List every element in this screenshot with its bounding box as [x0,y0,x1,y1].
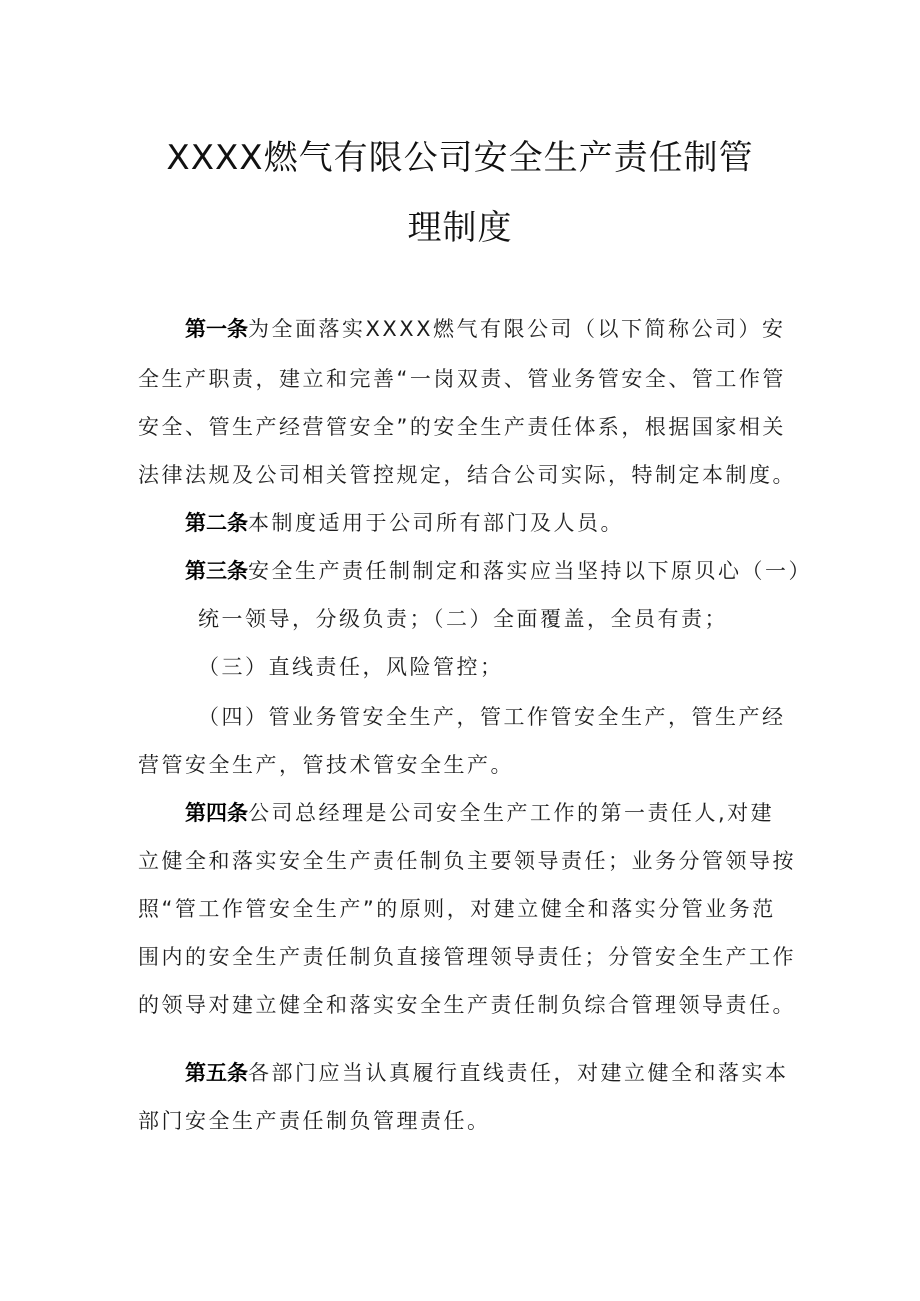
article-2-label: 第二条 [185,511,248,535]
article-1-label: 第一条 [185,317,248,341]
article-4-label: 第四条 [185,801,248,825]
article-3-first-line [185,556,812,586]
article-1-line-1: 为全面落实XXXX燃气有限公司（以下简称公司）安 [248,317,786,341]
document-title-line-2: 理制度 [407,208,513,248]
article-4-line-2: 立健全和落实安全生产责任制负主要领导责任；业务分管领导按 [138,849,796,873]
article-5-first-line [185,1058,789,1088]
article-4-line-4: 围内的安全生产责任制负直接管理领导责任；分管安全生产工作 [138,945,796,969]
article-4-line-5: 的领导对建立健全和落实安全生产责任制负综合管理领导责任。 [138,993,796,1017]
article-4-line-1: 公司总经理是公司安全生产工作的第一责任人,对建 [248,801,775,825]
article-3-line-1: 安全生产责任制制定和落实应当坚持以下原贝心（一） [248,559,812,583]
article-3-line-3: （三）直线责任，风险管控； [198,655,504,679]
article-3-line-5: 营管安全生产，管技术管安全生产。 [138,753,514,777]
article-5-label: 第五条 [185,1061,248,1085]
article-5-line-1: 各部门应当认真履行直线责任，对建立健全和落实本 [248,1061,789,1085]
article-3-label: 第三条 [185,559,248,583]
article-4-first-line [185,798,774,828]
article-1-first-line [185,314,786,344]
article-2-first-line [185,508,624,538]
article-4-line-3: 照“管工作管安全生产”的原则，对建立健全和落实分管业务范 [138,897,776,921]
article-3-line-4: （四）管业务管安全生产，管工作管安全生产，管生产经 [198,705,786,729]
article-2-line-1: 本制度适用于公司所有部门及人员。 [248,511,624,535]
article-5-line-2: 部门安全生产责任制负管理责任。 [138,1109,491,1133]
article-1-line-4: 法律法规及公司相关管控规定，结合公司实际，特制定本制度。 [138,463,796,487]
article-3-line-2: 统一领导，分级负责；（二）全面覆盖，全员有责； [198,607,728,631]
article-1-line-2: 全生产职责，建立和完善“一岗双责、管业务管安全、管工作管 [138,367,786,391]
document-title-line-1: XXXX燃气有限公司安全生产责任制管 [166,138,754,178]
article-1-line-3: 安全、管生产经营管安全”的安全生产责任体系，根据国家相关 [138,415,786,439]
